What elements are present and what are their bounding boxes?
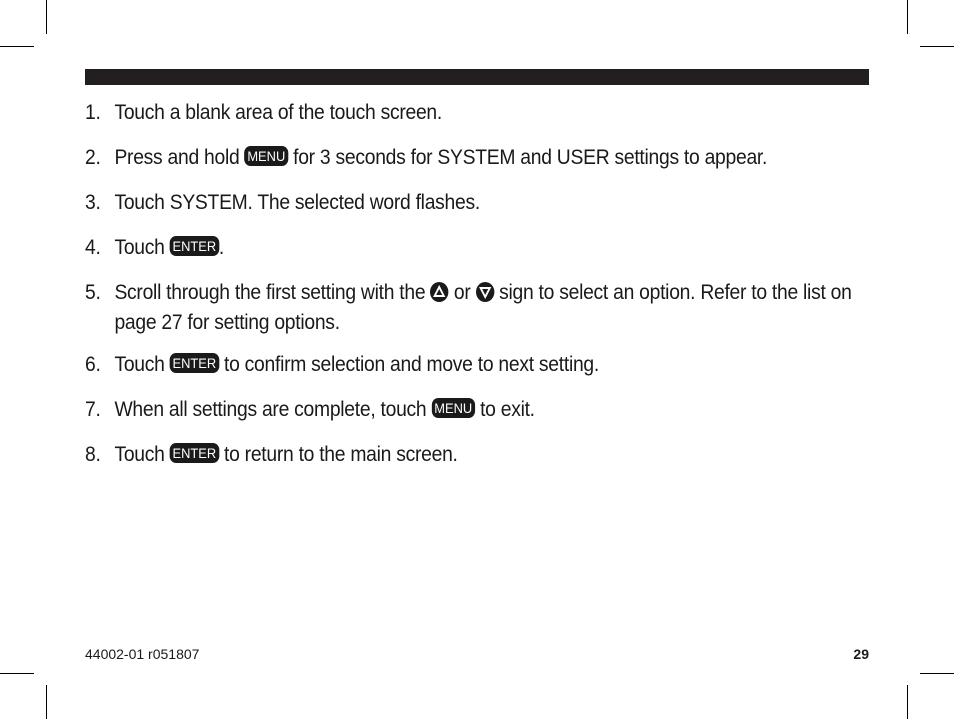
enter-key-icon: ENTER xyxy=(170,353,219,373)
enter-key-icon: ENTER xyxy=(170,236,219,256)
header-bar xyxy=(85,69,869,85)
down-arrow-icon xyxy=(476,282,494,302)
step-2 xyxy=(85,143,878,173)
crop-mark xyxy=(920,46,954,47)
crop-mark xyxy=(0,46,34,47)
up-arrow-icon xyxy=(430,282,448,302)
step-number: 2. xyxy=(85,146,101,169)
crop-mark xyxy=(907,685,908,719)
crop-mark xyxy=(920,673,954,674)
step-text: or xyxy=(453,281,471,304)
step-text: Touch a blank area of the touch screen. xyxy=(114,101,443,124)
step-text: Touch SYSTEM. The selected word flashes. xyxy=(114,191,480,214)
step-8 xyxy=(85,440,878,470)
step-5 xyxy=(85,278,878,338)
step-text: Press and hold xyxy=(114,146,240,169)
step-text: . xyxy=(218,236,225,259)
step-text: Scroll through the first setting with the xyxy=(114,281,426,304)
step-text: to exit. xyxy=(480,398,535,421)
crop-mark xyxy=(907,0,908,34)
step-number: 7. xyxy=(85,398,101,421)
crop-mark xyxy=(0,673,34,674)
step-text: for 3 seconds for SYSTEM and USER settings to appear. xyxy=(293,146,768,169)
crop-mark xyxy=(46,0,47,34)
step-text: sign to select an option. Refer to the list on page 27 for setting options. xyxy=(114,281,852,334)
instruction-list xyxy=(85,98,869,470)
step-number: 4. xyxy=(85,236,101,259)
step-text: Touch xyxy=(114,353,165,376)
step-7 xyxy=(85,395,878,425)
step-text: to confirm selection and move to next setting. xyxy=(224,353,599,376)
page-number: 29 xyxy=(853,646,869,662)
menu-key-icon: MENU xyxy=(245,146,288,166)
step-text: When all settings are complete, touch xyxy=(114,398,427,421)
step-number: 1. xyxy=(85,101,101,124)
step-1 xyxy=(85,98,878,128)
crop-mark xyxy=(46,685,47,719)
step-3 xyxy=(85,188,878,218)
step-text: Touch xyxy=(114,236,165,259)
step-number: 5. xyxy=(85,281,101,304)
step-6 xyxy=(85,350,878,380)
step-4 xyxy=(85,233,878,263)
enter-key-icon: ENTER xyxy=(170,443,219,463)
step-number: 3. xyxy=(85,191,101,214)
step-number: 8. xyxy=(85,443,101,466)
step-number: 6. xyxy=(85,353,101,376)
step-text: to return to the main screen. xyxy=(224,443,458,466)
menu-key-icon: MENU xyxy=(432,398,475,418)
document-id: 44002-01 r051807 xyxy=(85,646,200,662)
step-text: Touch xyxy=(114,443,165,466)
